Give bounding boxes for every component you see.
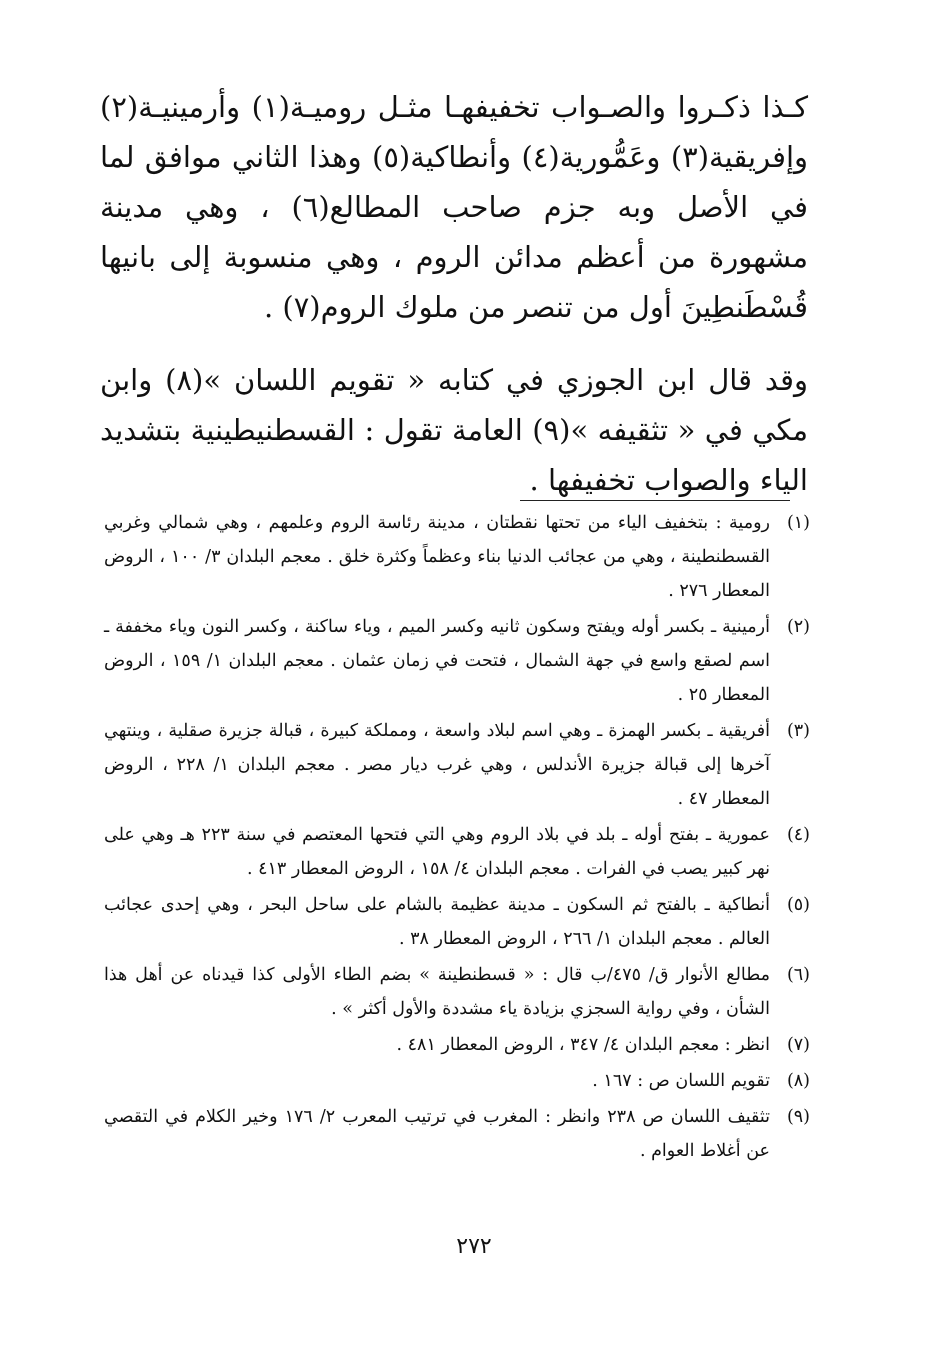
footnote-text: أنطاكية ـ بالفتح ثم السكون ـ مدينة عظيمة بالشام على ساحل البحر ، وهي إحدى عجائب العالم . معجم البلدان ١/ ٢٦٦ ، الروض المعطار ٣٨ .	[104, 895, 770, 949]
footnote-number: (٤)	[786, 825, 810, 845]
footnote-8	[104, 1064, 810, 1098]
footnotes-section	[104, 506, 810, 1170]
footnote-text: عمورية ـ بفتح أوله ـ بلد في بلاد الروم وهي التي فتحها المعتصم في سنة ٢٢٣ هـ وهي على نهر كبير يصب في الفرات . معجم البلدان ٤/ ١٥٨ ، الروض المعطار ٤١٣ .	[104, 825, 770, 879]
page-number: ٢٧٢	[456, 1234, 492, 1259]
footnote-4	[104, 818, 810, 886]
footnote-number: (٨)	[786, 1071, 810, 1091]
footnote-number: (٣)	[786, 721, 810, 741]
footnote-number: (٥)	[786, 895, 810, 915]
footnote-number: (١)	[786, 513, 810, 533]
footnote-5	[104, 888, 810, 956]
footnote-3	[104, 714, 810, 816]
footnote-text: أرمينية ـ بكسر أوله ويفتح وسكون ثانيه وكسر الميم ، وياء ساكنة ، وكسر النون وياء مخففة ـ اسم لصقع واسع في جهة الشمال ، فتحت في زمان عثمان . معجم البلدان ١/ ١٥٩ ، الروض المعطار ٢٥ .	[104, 617, 770, 705]
footnote-number: (٢)	[786, 617, 810, 637]
footnote-7	[104, 1028, 810, 1062]
footnote-6	[104, 958, 810, 1026]
footnote-text: مطالع الأنوار ق/ ٤٧٥/ب قال : « قسطنطينة » بضم الطاء الأولى كذا قيدناه عن أهل هذا الشأن ، وفي رواية السجزي بزيادة ياء مشددة والأول أكثر » .	[104, 965, 770, 1019]
footnote-1	[104, 506, 810, 608]
footnote-text: تقويم اللسان ص : ١٦٧ .	[592, 1071, 770, 1091]
footnote-text: رومية : بتخفيف الياء من تحتها نقطتان ، مدينة رئاسة الروم وعلمهم ، وهي شمالي وغربي القسطنطينة ، وهي من عجائب الدنيا بناء وعظماً وكثرة خلق . معجم البلدان ٣/ ١٠٠ ، الروض المعطار ٢٧٦ .	[104, 513, 771, 601]
footnote-9	[104, 1100, 810, 1168]
main-paragraph-2: وقد قال ابن الجوزي في كتابه « تقويم اللسان »(٨) وابن مكي في « تثقيفه »(٩) العامة تقول : القسطنيطينية بتشديد الياء والصواب تخفيفها .	[100, 363, 809, 497]
footnote-number: (٦)	[786, 965, 810, 985]
footnote-number: (٩)	[786, 1107, 810, 1127]
footnote-text: انظر : معجم البلدان ٤/ ٣٤٧ ، الروض المعطار ٤٨١ .	[396, 1035, 770, 1055]
main-paragraph-1: كـذا ذكـروا والصـواب تخفيفهـا مثـل روميـة(١) وأرمينيـة(٢) وإفريقية(٣) وعَمُّورية(٤) وأنطاكية(٥) وهذا الثاني موافق لما في الأصل وبه جزم صاحب المطالع(٦) ، وهي مدينة مشهورة من أعظم مدائن الروم ، وهي منسوبة إلى بانيها قُسْطَنطِينَ أول من تنصر من ملوك الروم(٧) .	[100, 90, 809, 324]
footnote-text: تثقيف اللسان ص ٢٣٨ وانظر : المغرب في ترتيب المعرب ٢/ ١٧٦ وخير الكلام في التقصي عن أغلاط العوام .	[104, 1107, 770, 1161]
footnote-number: (٧)	[786, 1035, 810, 1055]
footnote-2	[104, 610, 810, 712]
footnote-text: أفريقية ـ بكسر الهمزة ـ وهي اسم لبلاد واسعة ، ومملكة كبيرة ، قبالة جزيرة صقلية ، وينتهي آخرها إلى قبالة جزيرة الأندلس ، وهي غرب ديار مصر . معجم البلدان ١/ ٢٢٨ ، الروض المعطار ٤٧ .	[104, 721, 771, 809]
footnote-separator	[520, 500, 790, 501]
